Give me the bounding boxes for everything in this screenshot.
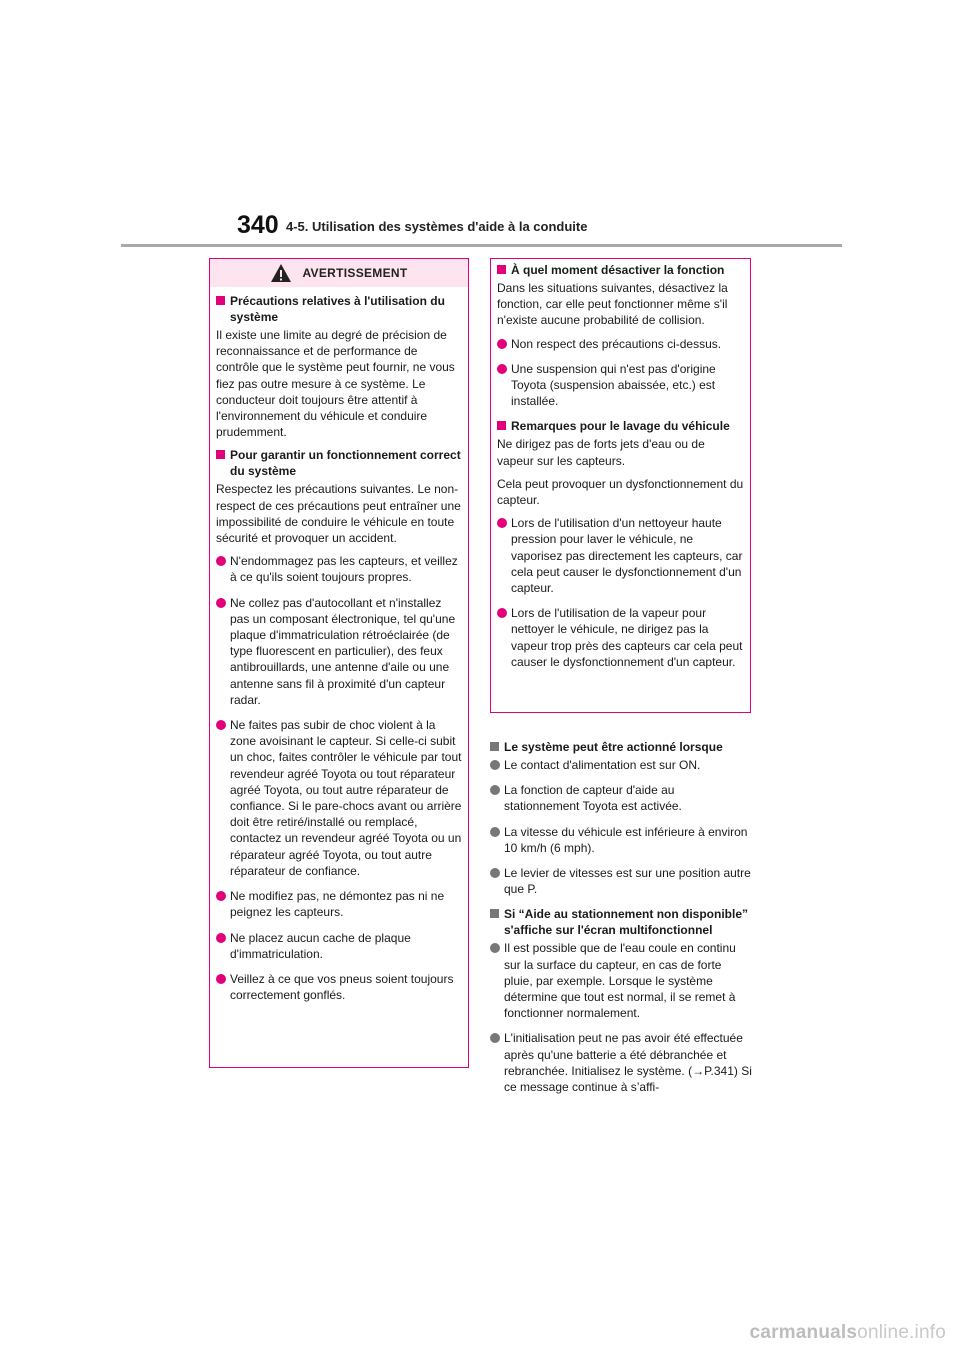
list-item (216, 717, 462, 879)
list-item (490, 824, 752, 856)
circle-bullet-icon (490, 785, 500, 795)
info-paragraph-disable: Dans les situations suivantes, désactivez la fonction, car elle peut fonctionner même s'il n'existe aucune probabilité de collision. (497, 281, 728, 328)
heading-system-operates (490, 739, 752, 755)
section-title: 4-5. Utilisation des systèmes d'aide à la conduite (286, 219, 588, 234)
info-heading-disable (497, 262, 744, 278)
list-item-text: Non respect des précautions ci-dessus. (511, 336, 722, 351)
heading-text: Le système peut être actionné lorsque (504, 740, 723, 754)
circle-bullet-icon (497, 364, 507, 374)
list-item (497, 605, 744, 670)
list-item-text: Le levier de vitesses est sur une position autre que P. (504, 866, 751, 897)
watermark-rest: online.info (857, 1322, 946, 1343)
list-item-text: Ne placez aucun cache de plaque d'immatriculation. (230, 930, 411, 961)
warning-label: AVERTISSEMENT (302, 266, 408, 280)
heading-text: Remarques pour le lavage du véhicule (511, 419, 730, 434)
circle-bullet-icon (497, 518, 507, 528)
circle-bullet-icon (216, 933, 226, 943)
square-bullet-icon (490, 909, 499, 918)
circle-bullet-icon (216, 598, 226, 608)
circle-bullet-icon (216, 556, 226, 566)
warning-heading-usage (216, 293, 462, 325)
circle-bullet-icon (490, 943, 500, 953)
list-item-text: Veillez à ce que vos pneus soient toujours correctement gonflés. (230, 971, 454, 1003)
square-bullet-icon (216, 450, 225, 459)
header-divider (121, 244, 842, 247)
list-item-text: L'initialisation peut ne pas avoir été effectuée après qu'une batterie a été débranchée et rebranchée. Initialisez le système. (→P.341) Si ce message continue à s’affi- (504, 1031, 752, 1095)
list-item (490, 940, 752, 1021)
list-item (216, 930, 462, 962)
square-bullet-icon (497, 421, 506, 430)
list-item-text: Le contact d'alimentation est sur ON. (504, 758, 701, 772)
list-item (490, 782, 752, 814)
list-item-text: La vitesse du véhicule est inférieure à environ 10 km/h (6 mph). (504, 824, 748, 855)
info-paragraph-washing: Ne dirigez pas de forts jets d'eau ou de vapeur sur les capteurs. (497, 437, 705, 468)
list-item (216, 888, 462, 920)
list-item-text: Il est possible que de l'eau coule en continu sur la surface du capteur, en cas de forte pluie, par exemple. Lorsque le système détermine que tout est normal, il se remet à fonctionner normalement. (504, 941, 736, 1021)
watermark-bold: carmanuals (749, 1322, 858, 1343)
list-item-text: Lors de l'utilisation d'un nettoyeur haute pression pour laver le véhicule, ne vaporisez pas directement les capteurs, car cela peut causer le dysfonctionnement d'un capteur. (511, 516, 743, 596)
list-item (216, 971, 462, 1003)
list-item-text: Ne modifiez pas, ne démontez pas ni ne peignez les capteurs. (230, 889, 445, 920)
watermark (750, 1322, 946, 1344)
list-item (216, 553, 462, 585)
list-item (216, 595, 462, 708)
warning-heading-operation (216, 447, 462, 479)
circle-bullet-icon (490, 760, 500, 770)
right-column-content (490, 739, 752, 1104)
heading-text: Précautions relatives à l'utilisation du système (230, 294, 445, 324)
circle-bullet-icon (216, 720, 226, 730)
list-item (490, 757, 752, 773)
square-bullet-icon (497, 265, 506, 274)
info-box (490, 258, 751, 713)
circle-bullet-icon (497, 608, 507, 618)
list-item-text: Ne faites pas subir de choc violent à la zone avoisinant le capteur. Si celle-ci subit un choc, faites contrôler le véhicule par tout revendeur agréé Toyota ou tout réparateur agréé Toyota, ou tout autre réparateur de confiance. Si le pare-chocs avant ou arrière doit être retiré/installé ou remplacé, contactez un revendeur agréé Toyota ou un réparateur agréé Toyota, ou tout autre réparateur de confiance. (230, 718, 462, 878)
heading-text: Si “Aide au stationnement non disponible” s'affiche sur l'écran multifonctionnel (504, 907, 749, 938)
list-item (497, 361, 744, 410)
list-item-text: N'endommagez pas les capteurs, et veillez à ce qu'ils soient toujours propres. (230, 554, 458, 585)
warning-header (210, 259, 468, 287)
square-bullet-icon (216, 296, 225, 305)
list-item-text: Une suspension qui n'est pas d'origine Toyota (suspension abaissée, etc.) est installée. (511, 361, 716, 409)
circle-bullet-icon (497, 339, 507, 349)
heading-text: À quel moment désactiver la fonction (511, 263, 725, 277)
list-item (490, 865, 752, 897)
warning-paragraph-operation: Respectez les précautions suivantes. Le non-respect de ces précautions peut entraîner une impossibilité de conduire le véhicule en toute sécurité et provoquer un accident. (216, 482, 461, 546)
circle-bullet-icon (216, 891, 226, 901)
list-item (497, 515, 744, 596)
square-bullet-icon (490, 742, 499, 751)
warning-paragraph-usage: Il existe une limite au degré de précision de reconnaissance et de performance de contrôle que le système peut fournir, ne vous fiez pas outre mesure à ce système. Le conducteur doit toujours être attentif à l'environnement du véhicule et conduire prudemment. (216, 328, 455, 440)
info-heading-washing (497, 418, 744, 434)
heading-text: Pour garantir un fonctionnement correct du système (230, 448, 461, 479)
page-number: 340 (237, 211, 279, 239)
info-paragraph-malfunction: Cela peut provoquer un dysfonctionnement du capteur. (497, 476, 744, 508)
circle-bullet-icon (216, 974, 226, 984)
warning-box (209, 258, 469, 1068)
warning-triangle-icon (270, 263, 292, 283)
list-item-text: Lors de l'utilisation de la vapeur pour nettoyer le véhicule, ne dirigez pas la vapeur trop près des capteurs car cela peut causer le dysfonctionnement d'un capteur. (511, 606, 743, 669)
list-item (490, 1030, 752, 1095)
circle-bullet-icon (490, 868, 500, 878)
circle-bullet-icon (490, 827, 500, 837)
list-item (497, 336, 744, 352)
heading-unavailable-message (490, 906, 752, 938)
circle-bullet-icon (490, 1033, 500, 1043)
list-item-text: Ne collez pas d'autocollant et n'installez pas un composant électronique, tel qu'une plaque d'immatriculation rétroéclairée (de type fluorescent en particulier), des feux antibrouillards, une antenne d'aile ou une antenne sans fil à proximité d'un capteur radar. (230, 595, 456, 707)
list-item-text: La fonction de capteur d'aide au stationnement Toyota est activée. (504, 783, 682, 814)
